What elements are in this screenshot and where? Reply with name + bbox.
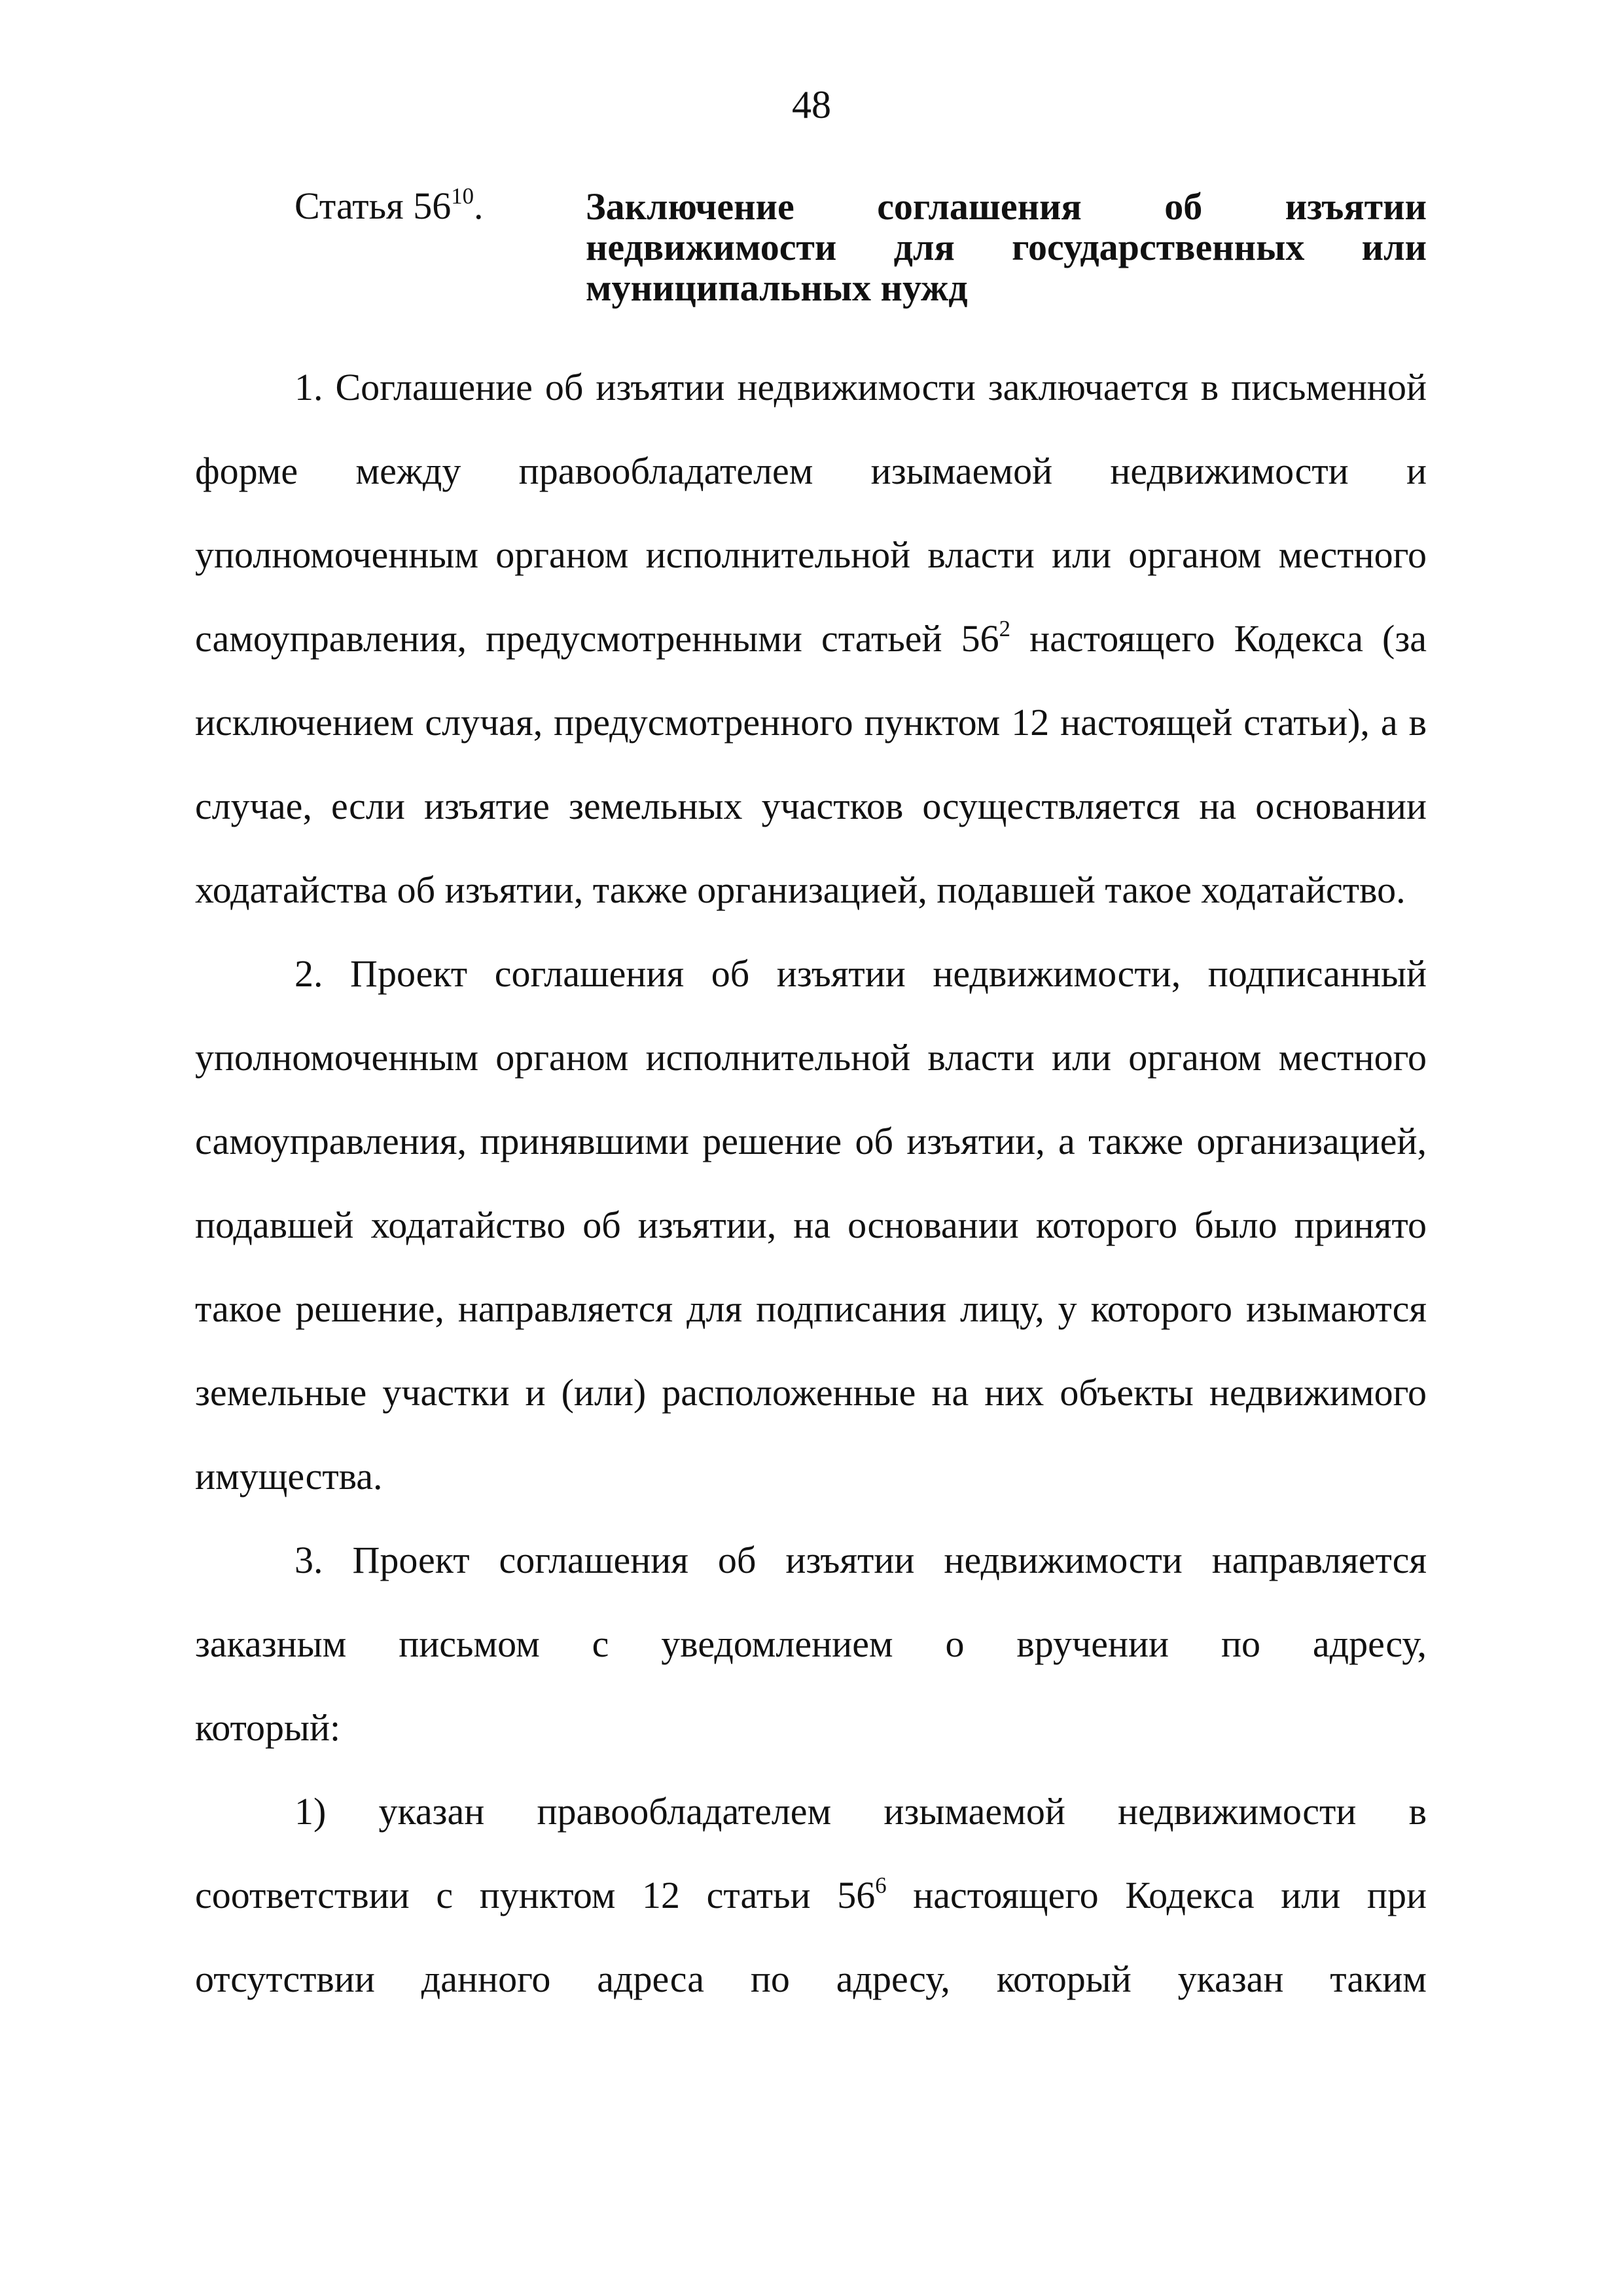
paragraph-line: случае, если изъятие земельных участков осуществляется на основании <box>195 785 1427 827</box>
paragraph-line: уполномоченным органом исполнительной власти или органом местного <box>195 1036 1427 1079</box>
article-label-suffix: . <box>474 185 484 227</box>
list-item-1 <box>195 1791 1427 2042</box>
article-ref-superscript: 6 <box>875 1873 887 1899</box>
paragraph-line: такое решение, направляется для подписания лицу, у которого изымаются <box>195 1287 1427 1330</box>
paragraph-line: уполномоченным органом исполнительной власти или органом местного <box>195 533 1427 576</box>
article-label <box>294 183 484 227</box>
paragraph-line-text: самоуправления, предусмотренными статьей 56 <box>195 617 999 660</box>
paragraph-1 <box>195 367 1427 953</box>
paragraph-line: 3. Проект соглашения об изъятии недвижимости направляется <box>294 1539 1427 1581</box>
article-title-line: Заключение соглашения об изъятии <box>586 185 1427 228</box>
article-title-line: недвижимости для государственных или <box>586 226 1427 268</box>
paragraph-line: форме между правообладателем изымаемой недвижимости и <box>195 450 1427 492</box>
article-label-text: Статья 56 <box>294 185 452 227</box>
paragraph-line: 1) указан правообладателем изымаемой недвижимости в <box>294 1790 1427 1833</box>
article-title <box>586 187 1427 308</box>
paragraph-line: отсутствии данного адреса по адресу, который указан таким <box>195 1958 1427 2000</box>
paragraph-line: 1. Соглашение об изъятии недвижимости заключается в письменной <box>294 366 1427 408</box>
paragraph-line <box>195 618 1427 702</box>
paragraph-line: который: <box>195 1706 341 1749</box>
paragraph-line: земельные участки и (или) расположенные на них объекты недвижимого <box>195 1371 1427 1414</box>
paragraph-line <box>195 1874 1427 1958</box>
paragraph-line-text: настоящего Кодекса или при <box>886 1874 1427 1916</box>
paragraph-line: ходатайства об изъятии, также организацией, подавшей такое ходатайство. <box>195 869 1406 911</box>
paragraph-line: заказным письмом с уведомлением о вручении по адресу, <box>195 1623 1427 1665</box>
paragraph-line: имущества. <box>195 1455 383 1498</box>
paragraph-line: исключением случая, предусмотренного пунктом 12 настоящей статьи), а в <box>195 701 1427 744</box>
article-ref-superscript: 2 <box>999 616 1011 642</box>
paragraph-3 <box>195 1539 1427 1791</box>
article-title-line: муниципальных нужд <box>586 266 968 309</box>
paragraph-line: самоуправления, принявшими решение об изъятии, а также организацией, <box>195 1120 1427 1162</box>
article-label-superscript: 10 <box>451 183 474 209</box>
paragraph-line: 2. Проект соглашения об изъятии недвижимости, подписанный <box>294 952 1427 995</box>
paragraph-line: подавшей ходатайство об изъятии, на основании которого было принято <box>195 1204 1427 1246</box>
page-number: 48 <box>792 83 831 126</box>
paragraph-line-text: настоящего Кодекса (за <box>1010 617 1427 660</box>
paragraph-line-text: соответствии с пунктом 12 статьи 56 <box>195 1874 876 1916</box>
paragraph-2 <box>195 953 1427 1539</box>
